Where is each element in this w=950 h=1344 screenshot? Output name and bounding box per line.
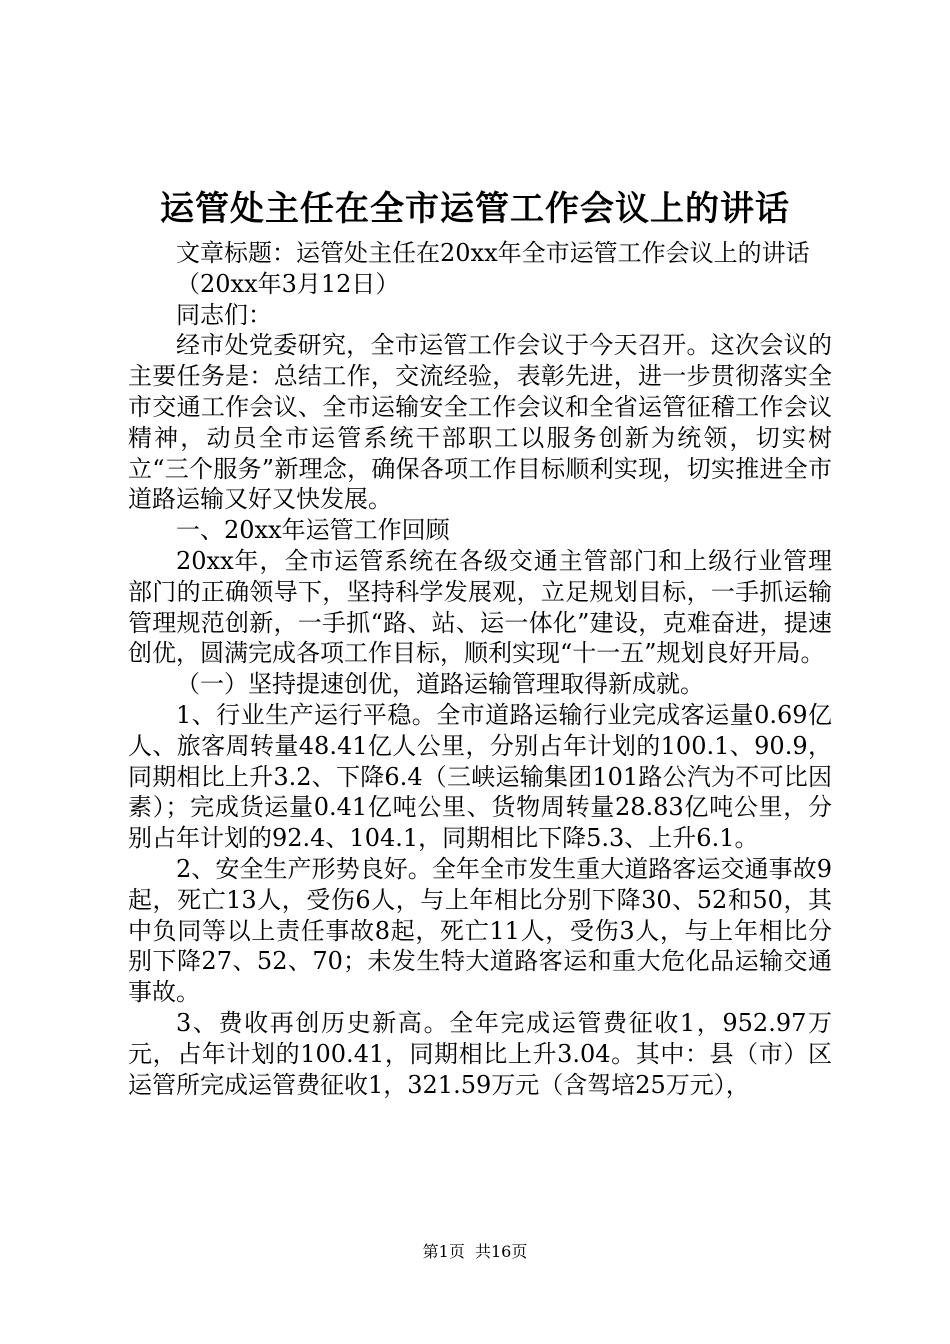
item-paragraph-3: 3、费收再创历史新高。全年完成运管费征收1，952.97万元，占年计划的100.41，同期相比上升3.04。其中：县（市）区运管所完成运管费征收1，321.59万元（含驾培25万元），	[128, 1008, 832, 1099]
document-body	[128, 238, 832, 1100]
subsection-heading-1: （一）坚持提速创优，道路运输管理取得新成就。	[176, 670, 704, 699]
section-heading-1: 一、20xx年运管工作回顾	[176, 516, 450, 545]
page-footer	[0, 1241, 950, 1263]
date-line: （20xx年3月12日）	[176, 269, 400, 298]
page-number-label: 第1页 共16页	[422, 1242, 528, 1261]
item-paragraph-1: 1、行业生产运行平稳。全市道路运输行业完成客运量0.69亿人、旅客周转量48.41亿人公里，分别占年计划的100.1、90.9，同期相比上升3.2、下降6.4（三峡运输集团101路公汽为不可比因素）；完成货运量0.41亿吨公里、货物周转量28.83亿吨公里，分别占年计划的92.4、104.1，同期相比下降5.3、上升6.1。	[128, 700, 832, 853]
salutation: 同志们：	[176, 300, 272, 329]
item-paragraph-2: 2、安全生产形势良好。全年全市发生重大道路客运交通事故9起，死亡13人，受伤6人，与上年相比分别下降30、52和50，其中负同等以上责任事故8起，死亡11人，受伤3人，与上年相比分别下降27、52、70；未发生特大道路客运和重大危化品运输交通事故。	[128, 854, 832, 1007]
review-paragraph: 20xx年，全市运管系统在各级交通主管部门和上级行业管理部门的正确领导下，坚持科学发展观，立足规划目标，一手抓运输管理规范创新，一手抓“路、站、运一体化”建设，克难奋进，提速创优，圆满完成各项工作目标，顺利实现“十一五”规划良好开局。	[128, 546, 832, 668]
article-title-line: 文章标题：运管处主任在20xx年全市运管工作会议上的讲话	[176, 239, 810, 267]
intro-paragraph: 经市处党委研究，全市运管工作会议于今天召开。这次会议的主要任务是：总结工作，交流经验，表彰先进，进一步贯彻落实全市交通工作会议、全市运输安全工作会议和全省运管征稽工作会议精神，动员全市运管系统干部职工以服务创新为统领，切实树立“三个服务”新理念，确保各项工作目标顺利实现，切实推进全市道路运输又好又快发展。	[128, 331, 832, 514]
document-title: 运管处主任在全市运管工作会议上的讲话	[160, 189, 790, 229]
